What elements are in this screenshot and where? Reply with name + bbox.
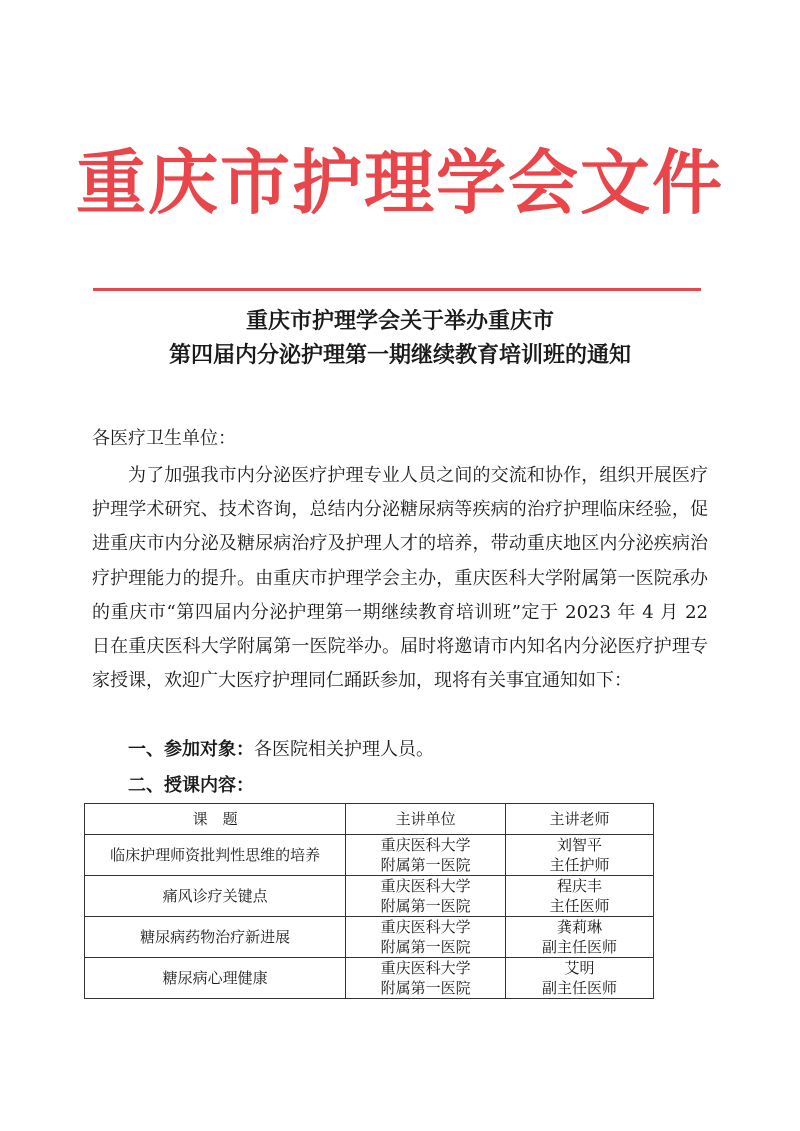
masthead-title: 重庆市护理学会文件 <box>76 141 724 224</box>
section-participants-heading: 一、参加对象： <box>128 739 254 760</box>
section-participants-text: 各医院相关护理人员。 <box>254 739 434 760</box>
notice-title-line-1: 重庆市护理学会关于举办重庆市 <box>245 308 554 334</box>
cell-topic: 糖尿病心理健康 <box>85 958 346 999</box>
red-divider-line <box>93 288 701 291</box>
cell-teacher-title: 主任护师 <box>549 856 610 874</box>
table-row <box>85 876 654 917</box>
cell-teacher <box>506 835 654 876</box>
table-row <box>85 835 654 876</box>
notice-title-line-2: 第四届内分泌护理第一期继续教育培训班的通知 <box>168 342 631 368</box>
column-header-topic: 课 题 <box>85 804 346 835</box>
cell-unit-line-2: 附属第一医院 <box>380 897 471 915</box>
cell-unit-line-2: 附属第一医院 <box>380 979 471 997</box>
cell-topic: 临床护理师资批判性思维的培养 <box>85 835 346 876</box>
cell-topic: 糖尿病药物治疗新进展 <box>85 917 346 958</box>
cell-unit-line-1: 重庆医科大学 <box>380 877 471 895</box>
cell-teacher <box>506 876 654 917</box>
column-header-teacher: 主讲老师 <box>506 804 654 835</box>
cell-unit-line-1: 重庆医科大学 <box>380 959 471 977</box>
course-table <box>84 803 654 999</box>
table-header-row <box>85 804 654 835</box>
cell-teacher-title: 副主任医师 <box>542 979 618 997</box>
cell-teacher-name: 龚莉琳 <box>557 918 603 936</box>
column-header-unit: 主讲单位 <box>346 804 506 835</box>
cell-topic: 痛风诊疗关键点 <box>85 876 346 917</box>
cell-teacher-name: 程庆丰 <box>557 877 603 895</box>
cell-unit-line-2: 附属第一医院 <box>380 856 471 874</box>
cell-teacher-title: 主任医师 <box>549 897 610 915</box>
table-row <box>85 917 654 958</box>
salutation: 各医疗卫生单位： <box>92 428 236 449</box>
cell-unit <box>346 876 506 917</box>
section-course-content <box>128 772 254 800</box>
cell-teacher <box>506 917 654 958</box>
table-row <box>85 958 654 999</box>
cell-teacher-name: 艾明 <box>564 959 595 977</box>
cell-teacher-name: 刘智平 <box>557 836 603 854</box>
cell-unit-line-2: 附属第一医院 <box>380 938 471 956</box>
section-course-content-heading: 二、授课内容： <box>128 775 254 796</box>
cell-teacher <box>506 958 654 999</box>
cell-teacher-title: 副主任医师 <box>542 938 618 956</box>
cell-unit-line-1: 重庆医科大学 <box>380 918 471 936</box>
cell-unit <box>346 958 506 999</box>
cell-unit <box>346 917 506 958</box>
section-participants <box>128 736 434 764</box>
body-paragraph: 为了加强我市内分泌医疗护理专业人员之间的交流和协作，组织开展医疗护理学术研究、技术咨询，总结内分泌糖尿病等疾病的治疗护理临床经验，促进重庆市内分泌及糖尿病治疗及护理人才的培养，带动重庆地区内分泌疾病治疗护理能力的提升。由重庆市护理学会主办，重庆医科大学附属第一医院承办的重庆市“第四届内分泌护理第一期继续教育培训班”定于 2023 年 4 月 22 日在重庆医科大学附属第一医院举办。届时将邀请市内知名内分泌医疗护理专家授课，欢迎广大医疗护理同仁踊跃参加，现将有关事宜通知如下： <box>92 465 708 692</box>
cell-unit-line-1: 重庆医科大学 <box>380 836 471 854</box>
cell-unit <box>346 835 506 876</box>
